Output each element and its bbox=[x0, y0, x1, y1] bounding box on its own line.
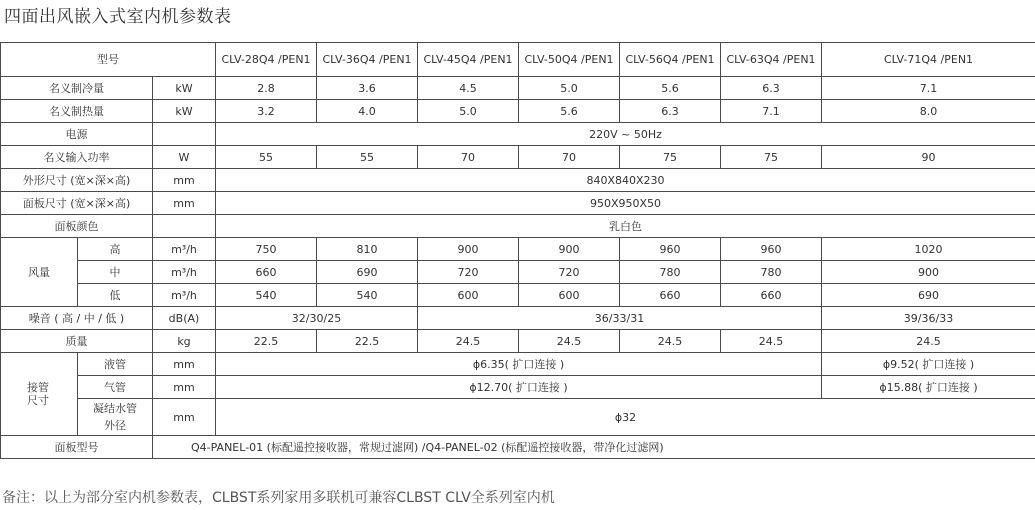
value-cell: 2.8 bbox=[216, 77, 317, 100]
value-cell: 840X840X230 bbox=[216, 169, 1035, 192]
sub-label: 高 bbox=[78, 238, 153, 261]
value-cell: 36/33/31 bbox=[418, 307, 822, 330]
value-cell: 24.5 bbox=[721, 330, 822, 353]
model-cell: CLV-50Q4 /PEN1 bbox=[519, 43, 620, 77]
value-cell: 3.6 bbox=[317, 77, 418, 100]
value-cell: 4.0 bbox=[317, 100, 418, 123]
value-cell: ϕ32 bbox=[216, 399, 1035, 436]
value-cell: ϕ15.88( 扩口连接 ) bbox=[822, 376, 1035, 399]
value-cell: 5.6 bbox=[519, 100, 620, 123]
unit-cell: kg bbox=[153, 330, 216, 353]
value-cell: 780 bbox=[721, 261, 822, 284]
value-cell: 乳白色 bbox=[216, 215, 1035, 238]
value-cell: 6.3 bbox=[620, 100, 721, 123]
unit-cell: W bbox=[153, 146, 216, 169]
value-cell: 1020 bbox=[822, 238, 1035, 261]
table-row-weight bbox=[1, 330, 1035, 353]
value-cell: Q4-PANEL-01 (标配遥控接收器，常规过滤网) /Q4-PANEL-02 (标配遥控接收器，带净化过滤网) bbox=[153, 436, 1035, 459]
value-cell: ϕ12.70( 扩口连接 ) bbox=[216, 376, 822, 399]
piping-group-label: 接管 尺寸 bbox=[1, 353, 78, 436]
row-label: 外形尺寸 (宽×深×高) bbox=[1, 169, 153, 192]
value-cell: 540 bbox=[216, 284, 317, 307]
value-cell: 690 bbox=[317, 261, 418, 284]
unit-cell: mm bbox=[153, 376, 216, 399]
table-row-liquid-pipe bbox=[1, 353, 1035, 376]
unit-cell bbox=[153, 123, 216, 146]
unit-cell: mm bbox=[153, 169, 216, 192]
value-cell: 6.3 bbox=[721, 77, 822, 100]
value-cell: 55 bbox=[317, 146, 418, 169]
value-cell: 75 bbox=[620, 146, 721, 169]
table-row-panel-color bbox=[1, 215, 1035, 238]
value-cell: 540 bbox=[317, 284, 418, 307]
unit-cell: kW bbox=[153, 77, 216, 100]
value-cell: ϕ6.35( 扩口连接 ) bbox=[216, 353, 822, 376]
value-cell: ϕ9.52( 扩口连接 ) bbox=[822, 353, 1035, 376]
unit-cell: m³/h bbox=[153, 261, 216, 284]
spec-table bbox=[0, 42, 1035, 459]
sub-label: 液管 bbox=[78, 353, 153, 376]
row-label: 名义制热量 bbox=[1, 100, 153, 123]
model-cell: CLV-63Q4 /PEN1 bbox=[721, 43, 822, 77]
value-cell: 900 bbox=[822, 261, 1035, 284]
row-label: 名义输入功率 bbox=[1, 146, 153, 169]
airflow-group-label: 风量 bbox=[1, 238, 78, 307]
value-cell: 75 bbox=[721, 146, 822, 169]
row-label: 电源 bbox=[1, 123, 153, 146]
unit-cell: mm bbox=[153, 399, 216, 436]
value-cell: 90 bbox=[822, 146, 1035, 169]
sub-label: 凝结水管 外径 bbox=[78, 399, 153, 436]
unit-cell: m³/h bbox=[153, 284, 216, 307]
value-cell: 720 bbox=[519, 261, 620, 284]
value-cell: 8.0 bbox=[822, 100, 1035, 123]
table-row-cooling bbox=[1, 77, 1035, 100]
page-title: 四面出风嵌入式室内机参数表 bbox=[4, 7, 232, 27]
value-cell: 810 bbox=[317, 238, 418, 261]
value-cell: 4.5 bbox=[418, 77, 519, 100]
table-row-airflow-low bbox=[1, 284, 1035, 307]
sub-label: 中 bbox=[78, 261, 153, 284]
row-label: 名义制冷量 bbox=[1, 77, 153, 100]
table-row-header bbox=[1, 43, 1035, 77]
value-cell: 5.0 bbox=[418, 100, 519, 123]
row-label: 质量 bbox=[1, 330, 153, 353]
value-cell: 22.5 bbox=[216, 330, 317, 353]
table-row-outer-size bbox=[1, 169, 1035, 192]
value-cell: 7.1 bbox=[822, 77, 1035, 100]
value-cell: 780 bbox=[620, 261, 721, 284]
model-cell: CLV-28Q4 /PEN1 bbox=[216, 43, 317, 77]
table-row-heating bbox=[1, 100, 1035, 123]
value-cell: 600 bbox=[519, 284, 620, 307]
value-cell: 600 bbox=[418, 284, 519, 307]
unit-cell: mm bbox=[153, 353, 216, 376]
model-cell: CLV-71Q4 /PEN1 bbox=[822, 43, 1035, 77]
unit-cell: m³/h bbox=[153, 238, 216, 261]
table-row-airflow-high bbox=[1, 238, 1035, 261]
value-cell: 32/30/25 bbox=[216, 307, 418, 330]
model-cell: CLV-56Q4 /PEN1 bbox=[620, 43, 721, 77]
table-row-panel-model bbox=[1, 436, 1035, 459]
model-cell: CLV-45Q4 /PEN1 bbox=[418, 43, 519, 77]
sub-label: 低 bbox=[78, 284, 153, 307]
value-cell: 960 bbox=[620, 238, 721, 261]
unit-cell: dB(A) bbox=[153, 307, 216, 330]
table-row-power-supply bbox=[1, 123, 1035, 146]
value-cell: 5.0 bbox=[519, 77, 620, 100]
value-cell: 900 bbox=[519, 238, 620, 261]
table-row-drain-pipe bbox=[1, 399, 1035, 436]
row-label: 面板型号 bbox=[1, 436, 153, 459]
table-row-panel-size bbox=[1, 192, 1035, 215]
value-cell: 750 bbox=[216, 238, 317, 261]
table-row-gas-pipe bbox=[1, 376, 1035, 399]
table-row-input-power bbox=[1, 146, 1035, 169]
unit-cell: mm bbox=[153, 192, 216, 215]
value-cell: 7.1 bbox=[721, 100, 822, 123]
value-cell: 24.5 bbox=[519, 330, 620, 353]
value-cell: 22.5 bbox=[317, 330, 418, 353]
table-row-noise bbox=[1, 307, 1035, 330]
value-cell: 660 bbox=[216, 261, 317, 284]
value-cell: 24.5 bbox=[822, 330, 1035, 353]
value-cell: 70 bbox=[519, 146, 620, 169]
value-cell: 3.2 bbox=[216, 100, 317, 123]
value-cell: 660 bbox=[620, 284, 721, 307]
value-cell: 660 bbox=[721, 284, 822, 307]
footnote: 备注：以上为部分室内机参数表，CLBST系列家用多联机可兼容CLBST CLV全系列室内机 bbox=[2, 490, 555, 506]
value-cell: 220V ~ 50Hz bbox=[216, 123, 1035, 146]
value-cell: 5.6 bbox=[620, 77, 721, 100]
value-cell: 70 bbox=[418, 146, 519, 169]
value-cell: 900 bbox=[418, 238, 519, 261]
unit-cell: kW bbox=[153, 100, 216, 123]
value-cell: 24.5 bbox=[418, 330, 519, 353]
value-cell: 24.5 bbox=[620, 330, 721, 353]
sub-label: 气管 bbox=[78, 376, 153, 399]
model-cell: CLV-36Q4 /PEN1 bbox=[317, 43, 418, 77]
unit-cell bbox=[153, 215, 216, 238]
row-label: 面板颜色 bbox=[1, 215, 153, 238]
model-label: 型号 bbox=[1, 43, 216, 77]
value-cell: 720 bbox=[418, 261, 519, 284]
value-cell: 960 bbox=[721, 238, 822, 261]
value-cell: 690 bbox=[822, 284, 1035, 307]
row-label: 噪音 ( 高 / 中 / 低 ) bbox=[1, 307, 153, 330]
value-cell: 55 bbox=[216, 146, 317, 169]
value-cell: 950X950X50 bbox=[216, 192, 1035, 215]
row-label: 面板尺寸 (宽×深×高) bbox=[1, 192, 153, 215]
table-row-airflow-mid bbox=[1, 261, 1035, 284]
value-cell: 39/36/33 bbox=[822, 307, 1035, 330]
